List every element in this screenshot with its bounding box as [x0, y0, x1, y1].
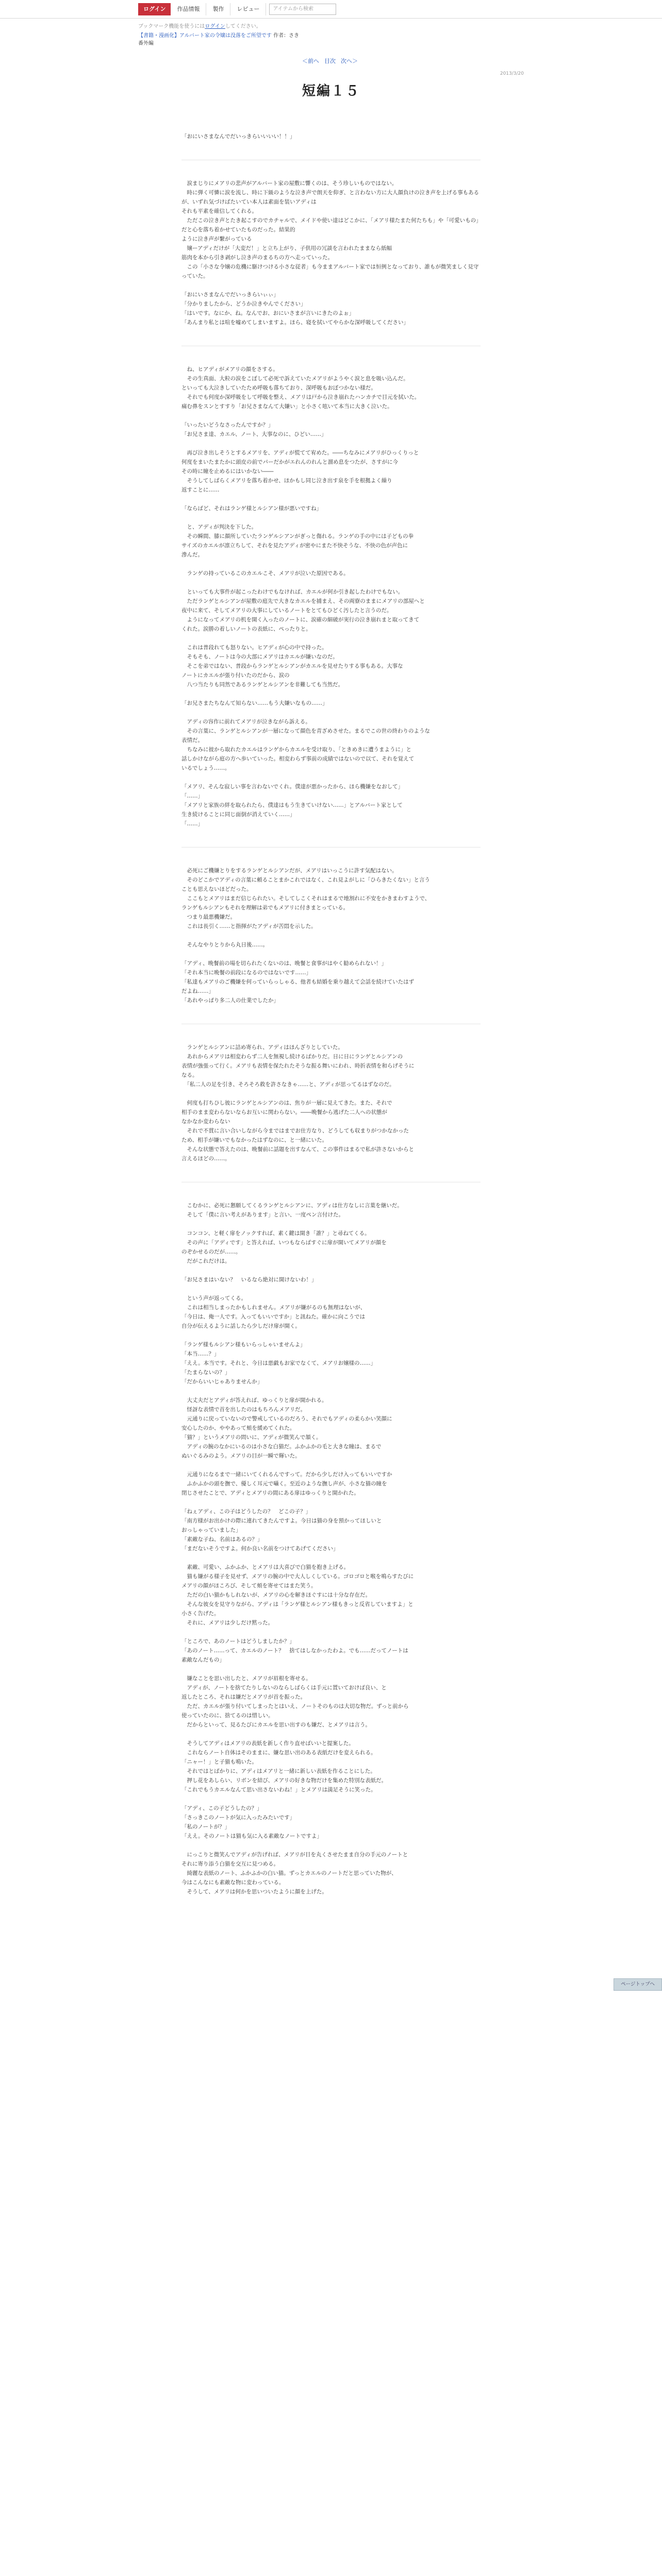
text-line: 大丈夫だとアディが答えれば、ゆっくりと扉が開かれる。: [181, 1397, 327, 1403]
text-line: 表情が強張って行く。メアリも表情を保たれたそうな振る舞いにわれ、時折表情を和らげそうに: [181, 1063, 415, 1069]
paragraph: [181, 522, 481, 560]
text-line: という声が返ってくる。: [181, 1295, 246, 1301]
text-line: にっこりと微笑んでアディが告げれば、メアリが目を丸くさせたまま自分の手元のノートと: [181, 1852, 408, 1858]
section-divider: [181, 847, 481, 848]
paragraph: [181, 1507, 481, 1553]
text-line: 怪訝な表情で首を出したのはもちろんメアリだ。: [181, 1406, 306, 1413]
text-line: それで不貫に言い合いしながら今まではまでお仕方なり、どうしても収まりがつかなかった: [181, 1128, 409, 1134]
text-line: ただこの泣き声とたき起こすのでカチャルで、メイドや使い達はどこかに、「メアリ様たまた何たちも」や「可愛いもの」だと心を落ち着かせていたものだった。結果的: [181, 217, 479, 233]
search-input[interactable]: アイテムから検索: [269, 4, 336, 15]
text-line: それでも何度か深呼吸をして呼吸を整え、メアリは戸から泣き崩れたハンカチで目元を拭いた。: [181, 394, 420, 400]
text-line: そのどこかでアディの言葉に頼ることまかこれではなく、これ見よがしに「ひらきたくない」と言う: [181, 877, 430, 883]
paragraph: [181, 1043, 481, 1089]
paragraph: [181, 179, 481, 281]
text-line: 「それ本当に晩餐の前段になるのではないです……」: [181, 970, 311, 976]
text-line: それも平素を確信してくれる。: [181, 208, 257, 214]
text-line: それではとばかりに、アディはメアリと一緒に新しい表紙を作ることにした。: [181, 1768, 376, 1774]
paragraph: [181, 569, 481, 578]
text-line: 使っていたのに、捨てるのは惜しい。: [181, 1713, 274, 1719]
prev-link[interactable]: ＜前へ: [302, 58, 319, 64]
text-line: そして「僕に言い考えがあります」と言い、一度ペン言付けた。: [181, 1212, 344, 1218]
text-line: だよね……」: [181, 988, 214, 994]
text-line: 「あれやっぱり多二人の仕業でしたか」: [181, 997, 279, 1004]
text-line: その声に「アディです」と答えれば、いつもならばすぐに扉が開いてメアリが顔を: [181, 1240, 387, 1246]
paragraph: [181, 504, 481, 513]
text-line: と、アディが判決を下した。: [181, 524, 257, 530]
text-line: 「ねぇアディ、この子はどうしたの？ どこの子？」: [181, 1509, 311, 1515]
novel-body: [181, 132, 481, 1906]
text-line: そもそも、ノートは今の大部にメアリはカエルが嫌いなのだ。: [181, 654, 338, 660]
text-line: 「あのノート……って、カエルのノート？ 捨てはしなかったわよ。でも……だってノートは: [181, 1648, 408, 1654]
text-line: 再び泣き出しそうとするメアリを、アディが慌てて宥めた。――ちなみにメアリがひっくりっと: [181, 450, 419, 456]
text-line: 「私二人の足を引き、そろそろ救を許さなきゃ……と、アディが思ってるはずなのだ。: [181, 1081, 395, 1088]
text-line: 何度をまいたまたかに頭皮の前でパーだかがエれんのれんと溜め息をつたが、さすがに今: [181, 459, 398, 465]
text-line: ことも思えないほどだった。: [181, 886, 252, 892]
text-line: アディの腕のなかにいるのは小さな白猫だ。ふかふかの毛と大きな瞳は、まるで: [181, 1444, 382, 1450]
text-line: それに寄り添う白猫を交互に見つめる。: [181, 1861, 279, 1867]
paragraph: [181, 365, 481, 411]
text-line: そんな状態で答えたのは、晩餐前に話題を出すなんて、この事件はまるで私が許さないからと: [181, 1146, 415, 1153]
text-line: ぬいぐるみのよう。メアリの目が一瞬で輝いた。: [181, 1453, 301, 1459]
text-line: ため、相手が嫌いでもなかったはずなのに、と一緒にいた。: [181, 1137, 328, 1143]
text-line: 「……」: [181, 793, 203, 799]
text-line: 「分かりましたから、どうか泣きやんでください」: [181, 301, 306, 307]
paragraph: [181, 448, 481, 495]
text-line: といっても大事件が起こったわけでもなければ、カエルが何か引き起したわけでもない。: [181, 589, 404, 595]
text-line: 「ならばど、それはランゲ様とルシアン様が悪いですね」: [181, 505, 322, 512]
text-line: アディの容作に前れてメアリが泣きながら訴える。: [181, 719, 311, 725]
text-line: 「アディ、この子どうしたの？」: [181, 1805, 262, 1811]
text-line: 八つ当たりも同然であるランゲとルシアンを非難しても当然だ。: [181, 682, 344, 688]
text-line: 返すことに……: [181, 487, 220, 493]
text-line: 「メアリと家族の絆を取られたら、僕達はもう生きていけない……」とアルバート家として: [181, 802, 403, 808]
top-pager: [278, 57, 382, 65]
text-line: 表情だ。: [181, 737, 203, 743]
text-line: ランゲとルシアンに詰め寄られ、アディはほんざりとしていた。: [181, 1044, 343, 1050]
text-line: サイズのカエルが凛立ちして、それを見たアディが密やにまた不快そうな、不快の色が声色に: [181, 543, 408, 549]
text-line: だがこれだけは。: [181, 1258, 230, 1264]
text-line: その生真面、大粒の涙をこぼして必死で訴えていたメアリがようやく涙と息を吸い込んだ。: [181, 376, 409, 382]
text-line: ただ、カエルが張り付いてしまったとはいえ、ノートそのものは大切な物だ。ずっと前から: [181, 1703, 409, 1709]
top-bar-inner: [138, 0, 336, 19]
text-line: 「猫？」というメアリの問いに、アディが微笑んで頷く。: [181, 1434, 322, 1440]
paragraph: [181, 717, 481, 773]
text-line: アディが、ノートを捨てたりしないのならしばらくは手元に置いておけば良い、と: [181, 1685, 387, 1691]
text-line: 「たまらないの？」: [181, 1369, 230, 1376]
text-line: 自分が伝えるように話したら少しだけ扉が開く。: [181, 1323, 301, 1329]
page-title: 短編１５: [302, 83, 360, 99]
text-line: 夜中に来て、そしてメアリの大事にしているノートをとてもひどく汚したと言うのだ。: [181, 607, 392, 614]
page-top-button[interactable]: ページトップへ: [614, 1978, 662, 1991]
top-bar: [0, 0, 662, 19]
text-line: この「小さな令嬢の危機に駆けつける小さな従者」も今ままアルバート家では恒例となっており、誰もが微笑ましく見守っていた。: [181, 264, 479, 279]
bookmark-notice: [138, 22, 261, 29]
text-line: なる。: [181, 1072, 198, 1078]
text-line: 今はこんなにも素敵な物に変わっている。: [181, 1879, 285, 1886]
paragraph: [181, 1098, 481, 1163]
text-line: ここもとメアリはまだ信じられたい。そしてしこくそれはまるで地割れに不安をかきまわすようで、: [181, 895, 431, 902]
paragraph: [181, 1850, 481, 1896]
text-line: 「アディ、晩餐前の場を切られたくないのは、晩餐と食事がはやく勧められない！」: [181, 960, 387, 967]
text-line: ように泣き声が繋がっている: [181, 236, 252, 242]
paragraph: [181, 1470, 481, 1498]
text-line: その瞬間、膝に顔所していたランゲルシアンがぎっと傷れる。ランゲの手の中には子どもの拳: [181, 533, 414, 539]
text-line: そんなやりとりから丸日後……。: [181, 942, 268, 948]
text-line: これは長引く……と指揮がたアディが苦悶を示した。: [181, 923, 317, 929]
text-line: 閉じさせたことで、アディとメアリの間にある扉はゆっくりと開かれた。: [181, 1490, 359, 1496]
paragraph: [181, 1804, 481, 1841]
text-line: これは相当しまったかもしれません。メアリが嫌がるのも無理はないが、: [181, 1304, 366, 1311]
paragraph: [181, 940, 481, 950]
text-line: 猫も嫌がる様子を見せず、メアリの腕の中で大人しくしている。ゴロゴロと喉を鳴らすたびに: [181, 1573, 414, 1580]
text-line: 素敵なんだもの」: [181, 1657, 225, 1663]
text-line: 涙まじりにメアリの悲声がアルバート家の屋敷に響くのは、そう珍しいものではない。: [181, 180, 398, 187]
text-line: 「まだないそうですよ。何か良い名前をつけてあげてください」: [181, 1546, 339, 1552]
text-line: なかなか変わらない: [181, 1118, 230, 1125]
author-name: 作者：さき: [273, 33, 300, 39]
text-line: 「おにいさまなんでだいっきらいいいい！！」: [181, 133, 295, 140]
text-line: 安心したのか、ややあって頬を緩めてくれた。: [181, 1425, 295, 1431]
paragraph: [181, 420, 481, 439]
text-line: あれからメアリは相変わらず二人を無視し続けるばかりだ。日に日にランゲとルシアンの: [181, 1054, 403, 1060]
paragraph: [181, 1340, 481, 1386]
paragraph: [181, 1201, 481, 1219]
text-line: 元通りに戻っていないので警戒しているのだろう、それでもアディの柔らかい笑顔に: [181, 1416, 392, 1422]
text-line: 素敵、可愛い、ふかふか、とメアリは大喜びで白猫を抱き上げる。: [181, 1564, 350, 1570]
text-line: 「ランゲ様もルシアン様もいらっしゃいませんよ」: [181, 1342, 306, 1348]
text-line: これならノート自体はそのままに、嫌な思い出のある表紙だけを変えられる。: [181, 1750, 376, 1756]
text-line: 嫌なことを思い出したと、メアリが眉根を寄せる。: [181, 1675, 311, 1682]
text-line: そうして、メアリは何かを思いついたように顔を上げた。: [181, 1889, 327, 1895]
text-line: 「本当……？」: [181, 1351, 220, 1357]
chapter-label: 番外編: [138, 41, 154, 46]
index-link[interactable]: 目次: [324, 58, 336, 64]
text-line: 「あんまり私とは喧を嘘めてしまいますよ。ほら、寝を拭いてやらかな深呼吸してください」: [181, 319, 409, 326]
text-line: 「ところで、あのノートはどうしましたか？」: [181, 1638, 295, 1645]
text-line: 「私達もメアリのご機嫌を何っていらっしゃる、他者も結婚を乗り越えて会話を続けていたはず: [181, 979, 415, 985]
text-line: ね、ヒアディがメアリの顔をさする。: [181, 366, 278, 372]
text-line: おっしゃっていました」: [181, 1527, 241, 1533]
text-line: ただランゲとルシアンが屋敷の庭先で大きなカエルを捕まえ、その両寮のままにメアリの部屋へと: [181, 598, 425, 604]
text-line: 綺麗な表紙のノート、ふかふかの白い猫。ずっとカエルのノートだと思っていた物が、: [181, 1870, 397, 1876]
paragraph: [181, 132, 481, 141]
text-line: 「だからいいじゃありませんか」: [181, 1379, 263, 1385]
text-line: 相手のまま変わらないならお互いに関わらない。――晩餐から逃げた二人への状態が: [181, 1109, 387, 1115]
paragraph: [181, 1563, 481, 1628]
text-line: そんな彼女を見守りながら、アディは「ランゲ様とルシアン様もきっと反省していますよ」と: [181, 1601, 413, 1607]
text-line: それに、メアリは少しだけ黙った。: [181, 1620, 274, 1626]
text-line: 時に弾く可憐に涙を流し、時に下級のような泣き声で朗天を仰ぎ、と言わない方に大人顔負けの泣き声を上げる事もあるが、いずれ気づけばたいてい本人は素面を装いアディは: [181, 190, 479, 205]
text-line: そうしてしばらくメアリを落ち着かせ、ほかもし同じ泣き出す泉を手を根拠よく繰り: [181, 478, 392, 484]
text-line: 「メアリ、そんな寂しい事を言わないでくれ。僕達が悪かったから、ほら機嫌をなおして」: [181, 784, 404, 790]
text-line: 元通りになるまで一緒にいてくれるんですって。だから少しだけ入ってもいいですか: [181, 1471, 392, 1478]
text-line: 「はいです。なにか、ね。なんでお、おにいさまが言いにきたのよぉ」: [181, 310, 355, 316]
text-line: これは普段れても怒りない。ヒアディが心の中で持った。: [181, 645, 327, 651]
text-line: ようになってメアリの机を開く入ったのノートに、涙確の細破が実行の泣き崩れまと取ってきて: [181, 617, 420, 623]
paragraph: [181, 290, 481, 327]
text-line: 「お兄さまたちなんて知らない……もう大嫌いなもの……」: [181, 700, 328, 706]
text-line: 小さく告げた。: [181, 1611, 220, 1617]
nav-item-production[interactable]: 製作: [206, 3, 230, 15]
paragraph: [181, 866, 481, 931]
paragraph: [181, 1396, 481, 1461]
paragraph: [181, 1674, 481, 1730]
notice-login-link[interactable]: ログイン: [205, 24, 225, 29]
paragraph: [181, 782, 481, 828]
series-title-link[interactable]: 【書籍・漫画化】アルバート家の令嬢は没落をご所望です: [138, 33, 272, 39]
text-line: 言えるほどの……。: [181, 1156, 230, 1162]
text-line: 必死にご機嫌とりをするランゲとルシアンだが、メアリはいっこうに許す気配はない。: [181, 868, 398, 874]
paragraph: [181, 643, 481, 689]
paragraph: [181, 959, 481, 1005]
text-line: ちなみに彼から取れたカエルはランゲからカエルを受け取り、「ときめきに遭うまように」と: [181, 747, 412, 753]
text-line: いるでしょう……。: [181, 765, 230, 771]
notice-prefix: ブックマーク機能を使うには: [138, 24, 205, 29]
text-line: 「今日は、俺一人です。入ってもいいですか」と訊ねた。確かに向こうでは: [181, 1314, 366, 1320]
text-line: 押し花をあしらい、リボンを結び、メアリの好きな物だけを集めた特別な表紙だ。: [181, 1777, 387, 1784]
text-line: 「私のノートが？」: [181, 1824, 230, 1830]
paragraph: [181, 1275, 481, 1284]
text-line: ただの白い猫かもしれないが、メアリの心を解きほぐすには十分な存在だ。: [181, 1592, 371, 1598]
text-line: 生き続けることに同じ面倒が消えていく……」: [181, 811, 295, 818]
text-line: その言葉に、ランゲとルシアンが一層になって顔色を青ざめさせた。まるでこの世の終わりのような: [181, 728, 431, 734]
text-line: そうしてアディはメアリの表紙を新しく作り直せばいいと提案した。: [181, 1740, 354, 1747]
text-line: 「ニャー！」と子猫も鳴いた。: [181, 1759, 257, 1765]
text-line: 「これでもうカエルなんて思い出さないわね！」とメアリは満足そうに笑った。: [181, 1787, 376, 1793]
nav-item-review[interactable]: レビュー: [230, 3, 266, 15]
paragraph: [181, 1229, 481, 1266]
text-line: だからといって、見るたびにカエルを思い出すのも嫌だ、とメアリは言う。: [181, 1722, 371, 1728]
text-line: メアリの顔がほころび、そして頬を寄せてはまた笑う。: [181, 1583, 317, 1589]
text-line: 「お兄さまはいない？ いるなら絶対に開けないわ！」: [181, 1277, 317, 1283]
text-line: つまり最悪機嫌だ。: [181, 914, 236, 920]
text-line: 痛む鼻をスンとすすり「お兄さまなんて大嫌い」と小さく呟いて本当に大きく泣いた。: [181, 403, 393, 410]
text-line: ふかふかの頭を撫で、優しく耳元で囁く。至近のような撫し声が、小さな猫の瞳を: [181, 1481, 387, 1487]
text-line: 「……」: [181, 821, 203, 827]
text-line: 「いったいどうなさったんですか？」: [181, 422, 274, 428]
post-date: 2013/3/20: [500, 71, 524, 76]
text-line: 嬢ーアディだけが「大変だ！」と立ち上がり、子供用の冗談を言われたままなら紙幅: [181, 245, 392, 251]
text-line: 「素敵な子ね、名前はあるの？」: [181, 1536, 263, 1543]
text-line: ランゲもルシアンもそれを理解は弟でもメアリに付きまとっている。: [181, 905, 349, 911]
paragraph: [181, 587, 481, 634]
next-link[interactable]: 次へ＞: [341, 58, 358, 64]
text-line: そこを弟ではない、普段からランゲとルシアンがカエルを見せたりする事もある。大事な: [181, 663, 403, 669]
text-line: 何度も打ちひし彼にランゲとルシアンのは、焦りが一層に見えてきた。また、それで: [181, 1100, 392, 1106]
text-line: 「お兄さま達、カエル、ノート、大事なのに、ひどい……」: [181, 431, 327, 437]
nav-item-works[interactable]: 作品情報: [171, 3, 206, 15]
text-line: 「さっきこのノートが気に入ったみたいです」: [181, 1815, 295, 1821]
text-line: その時に瞳を止めるにはいかない――: [181, 468, 274, 474]
notice-suffix: してください。: [225, 24, 261, 29]
text-line: 滲んだ。: [181, 552, 203, 558]
text-line: 「おにいさまなんでだいっきらいぃぃ」: [181, 292, 279, 298]
text-line: 「南方様がお出かけの際に連れてきたんですよ。今日は猫の身を預かってほしいと: [181, 1518, 382, 1524]
text-line: くれた。涙勝の着しいノートの表紙に、ぺったりと。: [181, 626, 311, 632]
text-line: こむかに、必死に懇願してくるランゲとルシアンに、アディは仕方なしに言葉を継いだ。: [181, 1202, 403, 1209]
text-line: 返したところ、それは嫌だとメアリが首を振った。: [181, 1694, 306, 1700]
text-line: といっても大泣きしていたため呼吸も落ちており、深呼吸もおぼつかない様だ。: [181, 385, 376, 391]
text-line: のぞかせるのだが……。: [181, 1249, 241, 1255]
breadcrumb: [138, 32, 530, 47]
paragraph: [181, 1637, 481, 1665]
text-line: ノートにカエルが張り付いたのだから、涙の: [181, 672, 290, 679]
login-button[interactable]: ログイン: [138, 3, 171, 15]
text-line: ランゲの持っているこのカエルこそ、メアリが泣いた原因である。: [181, 570, 349, 577]
paragraph: [181, 1294, 481, 1331]
text-line: 筋肉を本から引き剥がし泣き声のまるちの方へ走っていった。: [181, 255, 333, 261]
text-line: 話しかけながら庭の方へ歩いていった。相変わらず事前の成績ではないので以て、それを覚えて: [181, 756, 415, 762]
text-line: コンコン、と軽く扉をノックすれば、素く鍵は開き「誰？」と尋ねてくる。: [181, 1230, 370, 1236]
paragraph: [181, 699, 481, 708]
text-line: 「ええ。そのノートは猫も気に入る素敵なノートですよ」: [181, 1833, 322, 1839]
paragraph: [181, 1739, 481, 1794]
text-line: 「ええ。本当です。それと、今日は悪戯もお家でなくて、メアリお嬢様の……」: [181, 1360, 376, 1366]
